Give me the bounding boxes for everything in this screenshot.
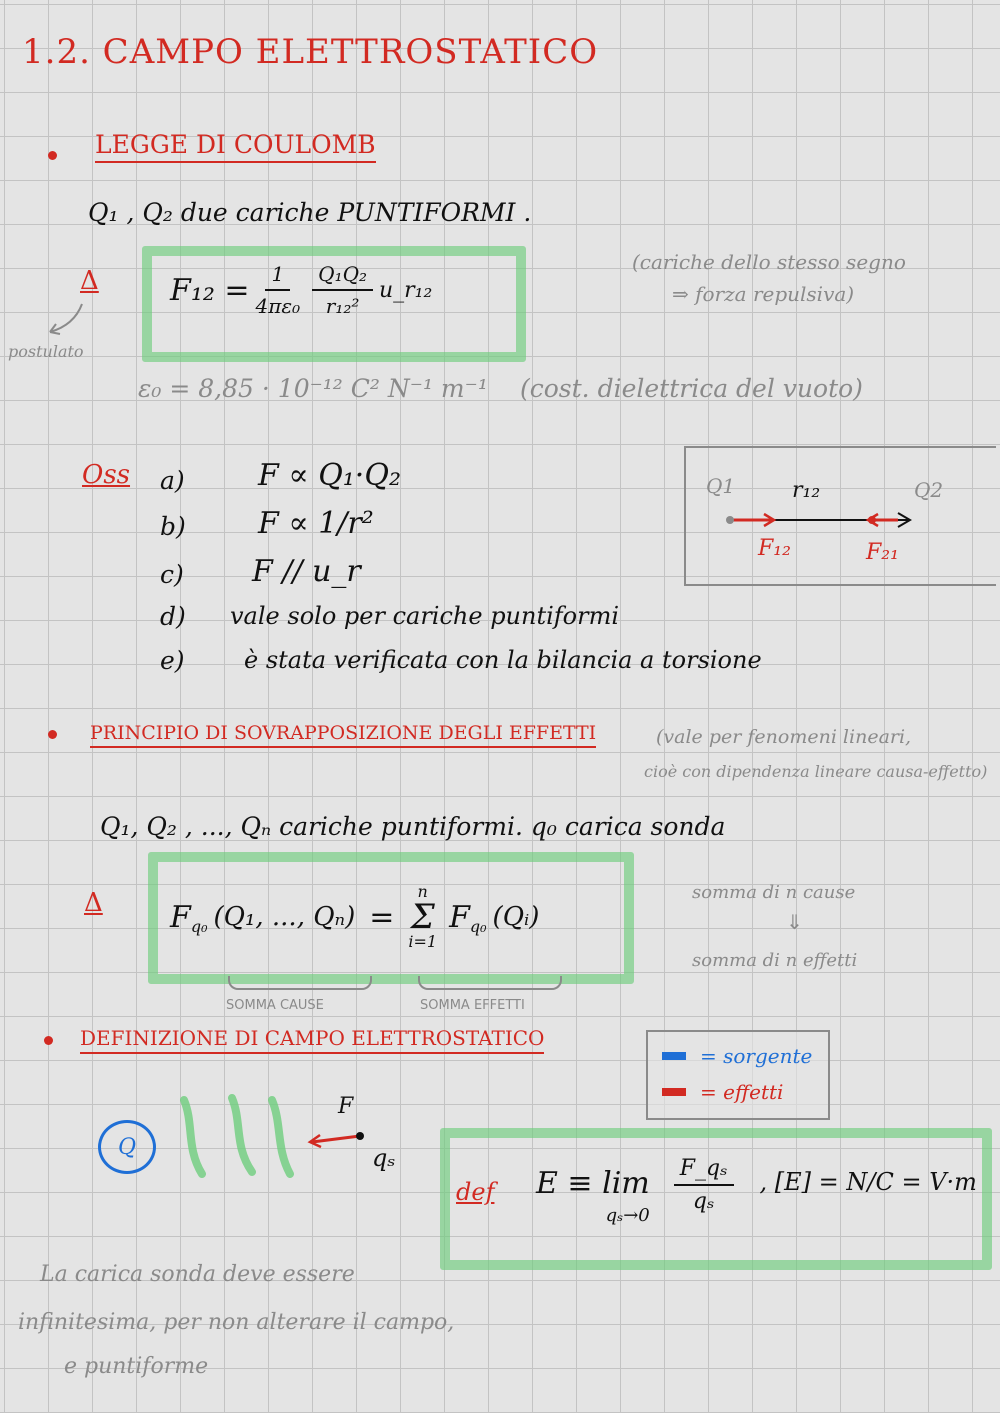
field-heading: DEFINIZIONE DI CAMPO ELETTROSTATICO	[80, 1026, 544, 1054]
sup-lhs: F	[170, 899, 191, 935]
oss-d-text: vale solo per cariche puntiformi	[230, 602, 620, 630]
field-frac-num: F_qₛ	[674, 1156, 734, 1186]
coulomb-lhs: F₁₂ =	[170, 272, 250, 308]
oss-label: Oss	[82, 460, 131, 490]
section-title: 1.2. CAMPO ELETTROSTATICO	[22, 32, 599, 72]
legend-source-label: = sorgente	[700, 1044, 813, 1068]
sup-lhs-sub: q₀	[190, 916, 208, 936]
coulomb-coef	[256, 262, 301, 318]
epsilon-value: ε₀ = 8,85 · 10⁻¹² C² N⁻¹ m⁻¹	[138, 374, 488, 403]
oss-a-text: F ∝ Q₁·Q₂	[258, 458, 401, 493]
source-charge-label: Q	[117, 1134, 137, 1160]
epsilon-note: (cost. dielettrica del vuoto)	[520, 374, 863, 403]
label-causes: SOMMA CAUSE	[226, 998, 324, 1013]
postulate-mark: Δ	[80, 266, 99, 296]
bullet	[44, 1036, 53, 1045]
coef-num: 1	[265, 262, 290, 291]
coulomb-side-note-1: (cariche dello stesso segno	[632, 250, 906, 274]
bottom-note-1: La carica sonda deve essere	[40, 1262, 355, 1287]
field-units: , [E] = N/C = V·m	[759, 1168, 977, 1196]
field-lines	[172, 1094, 302, 1184]
sup-side-2: somma di n effetti	[692, 950, 858, 971]
oss-b-text: F ∝ 1/r²	[258, 506, 374, 541]
field-lhs-group	[536, 1166, 650, 1226]
sup-eq: =	[369, 899, 395, 935]
probe-force-label: F	[338, 1094, 354, 1119]
postulate-arrow	[40, 300, 90, 340]
oss-e-letter: e)	[160, 646, 185, 675]
probe-force-arrow	[304, 1126, 368, 1150]
field-frac-den: qₛ	[692, 1189, 715, 1214]
sup-lhs-args: (Q₁, ..., Qₙ)	[213, 902, 356, 932]
postulate-label: postulato	[8, 342, 84, 361]
bullet	[48, 151, 57, 160]
bottom-note-2: infinitesima, per non alterare il campo,	[18, 1310, 455, 1335]
diagram-q2: Q2	[914, 478, 944, 502]
superposition-note-1: (vale per fenomeni lineari,	[656, 726, 912, 748]
sum-top: n	[417, 882, 428, 901]
field-fraction	[674, 1156, 734, 1214]
oss-c-text: F // u_r	[252, 554, 361, 589]
sup-rhs: F	[449, 899, 470, 935]
coulomb-formula	[170, 262, 432, 318]
legend-source	[662, 1044, 812, 1068]
brace-causes	[228, 976, 372, 990]
oss-e-text: è stata verificata con la bilancia a torsione	[244, 646, 762, 674]
coulomb-fraction	[312, 262, 373, 318]
legend-effects	[662, 1080, 783, 1104]
sup-side-sep: ⇓	[786, 910, 803, 934]
field-lhs: E ≡ lim	[536, 1166, 650, 1201]
coulomb-intro: Q₁ , Q₂ due cariche PUNTIFORMI .	[88, 198, 532, 227]
superposition-heading: PRINCIPIO DI SOVRAPPOSIZIONE DEGLI EFFETTI	[90, 722, 596, 748]
frac-den: r₁₂²	[325, 294, 360, 318]
bullet	[48, 730, 57, 739]
sum-bottom: i=1	[408, 932, 438, 951]
superposition-intro: Q₁, Q₂ , ..., Qₙ cariche puntiformi. q₀ carica sonda	[100, 812, 726, 841]
coulomb-side-note-2: ⇒ forza repulsiva)	[672, 282, 855, 306]
def-label: def	[456, 1178, 495, 1206]
bottom-note-3: e puntiforme	[64, 1354, 209, 1379]
source-charge	[98, 1120, 156, 1174]
legend-swatch-red	[662, 1088, 686, 1096]
diagram-q1: Q1	[706, 474, 736, 498]
oss-b-letter: b)	[160, 512, 186, 541]
coef-den: 4πε₀	[255, 294, 301, 318]
superposition-mark: Δ	[84, 888, 103, 918]
legend-swatch-blue	[662, 1052, 686, 1060]
label-effects: SOMMA EFFETTI	[420, 998, 525, 1013]
field-formula	[536, 1150, 977, 1226]
sum-symbol: Σ	[410, 897, 435, 937]
sup-rhs-args: (Qᵢ)	[492, 902, 540, 932]
diagram-f21: F₂₁	[866, 540, 899, 565]
legend-effects-label: = effetti	[700, 1080, 784, 1104]
probe-label: qₛ	[372, 1144, 396, 1172]
oss-d-letter: d)	[160, 602, 186, 631]
superposition-note-2: cioè con dipendenza lineare causa-effetto)	[644, 762, 988, 781]
sup-rhs-sub: q₀	[469, 916, 487, 936]
brace-effects	[418, 976, 562, 990]
oss-c-letter: c)	[160, 560, 184, 589]
sup-side-1: somma di n cause	[692, 882, 856, 903]
superposition-formula	[170, 884, 539, 950]
field-lim-sub: qₛ→0	[605, 1205, 650, 1226]
diagram-force-line	[720, 505, 920, 535]
diagram-r12: r₁₂	[792, 478, 821, 503]
oss-a-letter: a)	[160, 466, 185, 495]
coulomb-heading: LEGGE DI COULOMB	[95, 130, 376, 163]
diagram-f12: F₁₂	[758, 536, 791, 561]
unit-vector: u_r₁₂	[379, 277, 433, 303]
sup-sum	[408, 884, 437, 950]
frac-num: Q₁Q₂	[312, 262, 373, 291]
